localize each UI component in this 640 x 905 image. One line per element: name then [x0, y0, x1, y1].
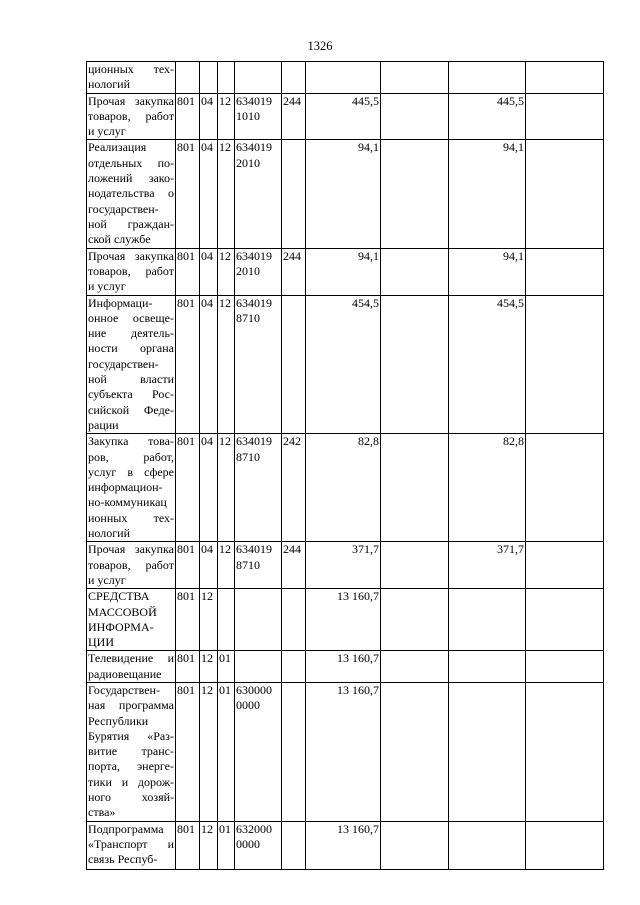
- item-name-line: государствен-: [88, 201, 159, 216]
- item-name-line: ного хозяй-: [88, 790, 174, 805]
- sum-cell: 13 160,7: [306, 682, 381, 821]
- sum-2-cell: 94,1: [449, 248, 526, 295]
- pr-cell: 12: [218, 295, 235, 434]
- item-name-line: связь Респуб-: [88, 852, 158, 867]
- empty-cell: [526, 140, 604, 248]
- csr-cell: 634019 1010: [235, 93, 282, 140]
- empty-cell: [381, 651, 449, 683]
- sum-2-cell: 82,8: [449, 434, 526, 542]
- item-name-line: государствен-: [88, 356, 159, 371]
- vr-cell: 244: [282, 248, 306, 295]
- empty-cell: [526, 682, 604, 821]
- ved-cell: 801: [176, 248, 200, 295]
- item-name-line: «Транспорт и: [88, 836, 174, 851]
- item-name-line: ности органа: [88, 341, 174, 356]
- item-name-cell: [87, 93, 176, 140]
- pr-cell: 12: [218, 434, 235, 542]
- csr-cell: 634019 2010: [235, 248, 282, 295]
- sum-2-cell: [449, 821, 526, 869]
- sum-2-cell: 445,5: [449, 93, 526, 140]
- empty-cell: [526, 651, 604, 683]
- pr-cell: [218, 62, 235, 94]
- item-name-line: ров, работ,: [88, 449, 174, 464]
- pr-cell: 12: [218, 140, 235, 248]
- vr-cell: [282, 821, 306, 869]
- vr-cell: 244: [282, 93, 306, 140]
- empty-cell: [381, 62, 449, 94]
- rz-cell: 12: [200, 682, 218, 821]
- item-name-line: радиовещание: [88, 666, 162, 681]
- empty-cell: [381, 93, 449, 140]
- ved-cell: [176, 62, 200, 94]
- item-name-line: онное освеще-: [88, 310, 174, 325]
- sum-cell: [306, 62, 381, 94]
- item-name-line: рации: [88, 417, 119, 432]
- sum-cell: 94,1: [306, 248, 381, 295]
- rz-cell: 12: [200, 589, 218, 651]
- csr-cell: 634019 8710: [235, 295, 282, 434]
- rz-cell: [200, 62, 218, 94]
- csr-cell: [235, 651, 282, 683]
- empty-cell: [381, 434, 449, 542]
- pr-cell: 01: [218, 682, 235, 821]
- empty-cell: [526, 62, 604, 94]
- empty-cell: [526, 248, 604, 295]
- pr-cell: 12: [218, 93, 235, 140]
- item-name-line: товаров, работ: [88, 557, 174, 572]
- csr-cell: 632000 0000: [235, 821, 282, 869]
- ved-cell: 801: [176, 589, 200, 651]
- ved-cell: 801: [176, 295, 200, 434]
- item-name-line: Закупка това-: [88, 434, 174, 449]
- page-number: 1326: [307, 39, 333, 53]
- item-name-line: Республики: [88, 713, 149, 728]
- sum-cell: 13 160,7: [306, 651, 381, 683]
- sum-cell: 94,1: [306, 140, 381, 248]
- rz-cell: 04: [200, 140, 218, 248]
- item-name-line: ная программа: [88, 698, 174, 713]
- empty-cell: [526, 589, 604, 651]
- vr-cell: 244: [282, 542, 306, 589]
- item-name-line: ложений зако-: [88, 171, 174, 186]
- item-name-cell: [87, 682, 176, 821]
- item-name-cell: [87, 589, 176, 651]
- rz-cell: 04: [200, 93, 218, 140]
- item-name-cell: [87, 651, 176, 683]
- pr-cell: 01: [218, 821, 235, 869]
- item-name-line: отдельных по-: [88, 155, 174, 170]
- empty-cell: [381, 589, 449, 651]
- vr-cell: [282, 295, 306, 434]
- item-name-line: субъекта Рос-: [88, 387, 174, 402]
- csr-cell: 634019 2010: [235, 140, 282, 248]
- sum-2-cell: 454,5: [449, 295, 526, 434]
- sum-cell: 82,8: [306, 434, 381, 542]
- pr-cell: 01: [218, 651, 235, 683]
- item-name-line: Прочая закупка: [88, 93, 174, 108]
- item-name-line: Реализация: [88, 140, 147, 155]
- empty-cell: [526, 434, 604, 542]
- item-name-line: ной власти: [88, 372, 174, 387]
- item-name-line: нологий: [88, 77, 131, 92]
- item-name-line: Бурятия «Раз-: [88, 728, 174, 743]
- rz-cell: 12: [200, 651, 218, 683]
- csr-cell: 634019 8710: [235, 542, 282, 589]
- sum-cell: 13 160,7: [306, 589, 381, 651]
- table-row: [87, 542, 604, 589]
- item-name-line: МАССОВОЙ: [88, 604, 157, 619]
- ved-cell: 801: [176, 140, 200, 248]
- sum-2-cell: 94,1: [449, 140, 526, 248]
- rz-cell: 12: [200, 821, 218, 869]
- table-row: [87, 295, 604, 434]
- item-name-line: ионных тех-: [88, 510, 174, 525]
- item-name-cell: [87, 821, 176, 869]
- item-name-line: услуг в сфере: [88, 464, 174, 479]
- item-name-line: товаров, работ: [88, 108, 174, 123]
- item-name-cell: [87, 140, 176, 248]
- table-row: [87, 821, 604, 869]
- item-name-cell: [87, 248, 176, 295]
- item-name-line: и услуг: [88, 572, 126, 587]
- item-name-line: ционных тех-: [88, 62, 174, 76]
- item-name-line: ИНФОРМА-: [88, 619, 154, 634]
- pr-cell: [218, 589, 235, 651]
- table-row: [87, 93, 604, 140]
- pr-cell: 12: [218, 542, 235, 589]
- vr-cell: 242: [282, 434, 306, 542]
- item-name-line: Телевидение и: [88, 651, 174, 666]
- item-name-cell: [87, 295, 176, 434]
- empty-cell: [381, 542, 449, 589]
- empty-cell: [381, 248, 449, 295]
- item-name-line: Государствен-: [88, 682, 160, 697]
- budget-table: [86, 61, 604, 870]
- csr-cell: [235, 589, 282, 651]
- empty-cell: [381, 821, 449, 869]
- rz-cell: 04: [200, 542, 218, 589]
- vr-cell: [282, 140, 306, 248]
- ved-cell: 801: [176, 93, 200, 140]
- sum-2-cell: [449, 682, 526, 821]
- table-row: [87, 434, 604, 542]
- item-name-line: ЦИИ: [88, 635, 114, 650]
- sum-2-cell: [449, 651, 526, 683]
- ved-cell: 801: [176, 434, 200, 542]
- rz-cell: 04: [200, 295, 218, 434]
- sum-2-cell: [449, 62, 526, 94]
- csr-cell: 630000 0000: [235, 682, 282, 821]
- item-name-line: но-коммуникац: [88, 495, 167, 510]
- item-name-line: Прочая закупка: [88, 542, 174, 557]
- empty-cell: [381, 295, 449, 434]
- empty-cell: [526, 542, 604, 589]
- table-row: [87, 248, 604, 295]
- item-name-line: информацион-: [88, 480, 163, 495]
- vr-cell: [282, 651, 306, 683]
- empty-cell: [526, 295, 604, 434]
- item-name-cell: [87, 434, 176, 542]
- item-name-line: ства»: [88, 805, 116, 820]
- table-row: [87, 140, 604, 248]
- sum-cell: 445,5: [306, 93, 381, 140]
- csr-cell: [235, 62, 282, 94]
- item-name-line: товаров, работ: [88, 263, 174, 278]
- vr-cell: [282, 682, 306, 821]
- empty-cell: [526, 93, 604, 140]
- item-name-line: Прочая закупка: [88, 248, 174, 263]
- item-name-line: порта, энерге-: [88, 759, 174, 774]
- vr-cell: [282, 589, 306, 651]
- table-row: [87, 589, 604, 651]
- table-row: [87, 62, 604, 94]
- rz-cell: 04: [200, 434, 218, 542]
- item-name-line: СРЕДСТВА: [88, 589, 150, 604]
- item-name-line: ной граждан-: [88, 216, 174, 231]
- item-name-line: Подпрограмма: [88, 821, 164, 836]
- item-name-line: и услуг: [88, 124, 126, 139]
- sum-cell: 454,5: [306, 295, 381, 434]
- empty-cell: [381, 682, 449, 821]
- item-name-line: и услуг: [88, 279, 126, 294]
- item-name-line: нологий: [88, 526, 131, 541]
- item-name-line: ской службе: [88, 232, 151, 247]
- table-row: [87, 651, 604, 683]
- item-name-line: Информаци-: [88, 295, 153, 310]
- ved-cell: 801: [176, 821, 200, 869]
- item-name-line: витие транс-: [88, 744, 174, 759]
- table-row: [87, 682, 604, 821]
- item-name-line: сийской Феде-: [88, 402, 174, 417]
- ved-cell: 801: [176, 542, 200, 589]
- item-name-cell: [87, 542, 176, 589]
- item-name-line: ние деятель-: [88, 326, 174, 341]
- pr-cell: 12: [218, 248, 235, 295]
- sum-2-cell: [449, 589, 526, 651]
- rz-cell: 04: [200, 248, 218, 295]
- empty-cell: [526, 821, 604, 869]
- vr-cell: [282, 62, 306, 94]
- item-name-cell: [87, 62, 176, 94]
- sum-cell: 13 160,7: [306, 821, 381, 869]
- item-name-line: нодательства о: [88, 186, 174, 201]
- ved-cell: 801: [176, 651, 200, 683]
- empty-cell: [381, 140, 449, 248]
- item-name-line: тики и дорож-: [88, 774, 174, 789]
- sum-cell: 371,7: [306, 542, 381, 589]
- ved-cell: 801: [176, 682, 200, 821]
- csr-cell: 634019 8710: [235, 434, 282, 542]
- sum-2-cell: 371,7: [449, 542, 526, 589]
